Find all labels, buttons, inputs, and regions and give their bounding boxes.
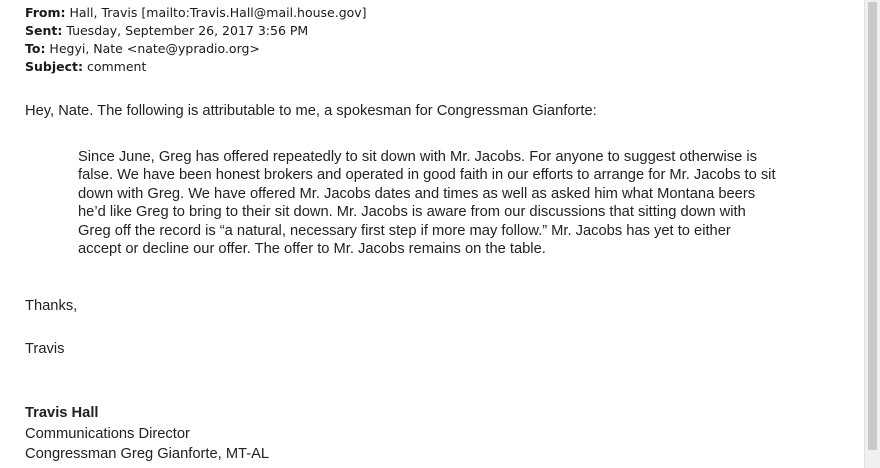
- greeting-text: Hey, Nate. The following is attributable to me, a spokesman for Congressman Gianforte:: [25, 103, 597, 119]
- scrollbar-thumb[interactable]: [868, 2, 877, 450]
- quote-line: Since June, Greg has offered repeatedly to sit down with Mr. Jacobs. For anyone to suggest otherwise is: [78, 149, 757, 165]
- email-header: [25, 4, 367, 76]
- to-label: To:: [25, 41, 46, 56]
- quote-line: accept or decline our offer. The offer to Mr. Jacobs remains on the table.: [78, 241, 546, 258]
- quote-line: false. We have been honest brokers and operated in good faith in our efforts to arrange for Mr. Jacobs to sit: [78, 167, 776, 184]
- quote-line: Greg off the record is “a natural, necessary first step if more may follow.” Mr. Jacobs has yet to either: [78, 222, 731, 239]
- closing-thanks: Thanks,: [25, 298, 78, 314]
- subject-label: Subject:: [25, 59, 83, 74]
- sent-line: [25, 22, 367, 40]
- vertical-scrollbar[interactable]: [864, 0, 880, 468]
- sent-label: Sent:: [25, 23, 63, 38]
- to-line: [25, 40, 367, 58]
- quoted-statement: [78, 148, 848, 258]
- signature-office: Congressman Greg Gianforte, MT-AL: [25, 446, 270, 462]
- from-label: From:: [25, 5, 66, 20]
- email-signature: [25, 403, 269, 465]
- quote-line: he’d like Greg to bring to their sit down. Mr. Jacobs is aware from our discussions that sitting down with: [78, 204, 746, 221]
- signature-title: Communications Director: [25, 425, 190, 442]
- quote-line: down with Greg. We have offered Mr. Jacobs dates and times as well as asked him what Montana beers: [78, 185, 756, 202]
- from-value: Hall, Travis [mailto:Travis.Hall@mail.house.gov]: [65, 5, 367, 20]
- signoff-name: Travis: [25, 341, 65, 357]
- to-value: Hegyi, Nate <nate@ypradio.org>: [45, 41, 260, 56]
- sent-value: Tuesday, September 26, 2017 3:56 PM: [62, 23, 309, 38]
- signature-name: Travis Hall: [25, 405, 99, 421]
- subject-value: comment: [83, 59, 147, 74]
- subject-line: [25, 58, 367, 76]
- from-line: [25, 4, 367, 22]
